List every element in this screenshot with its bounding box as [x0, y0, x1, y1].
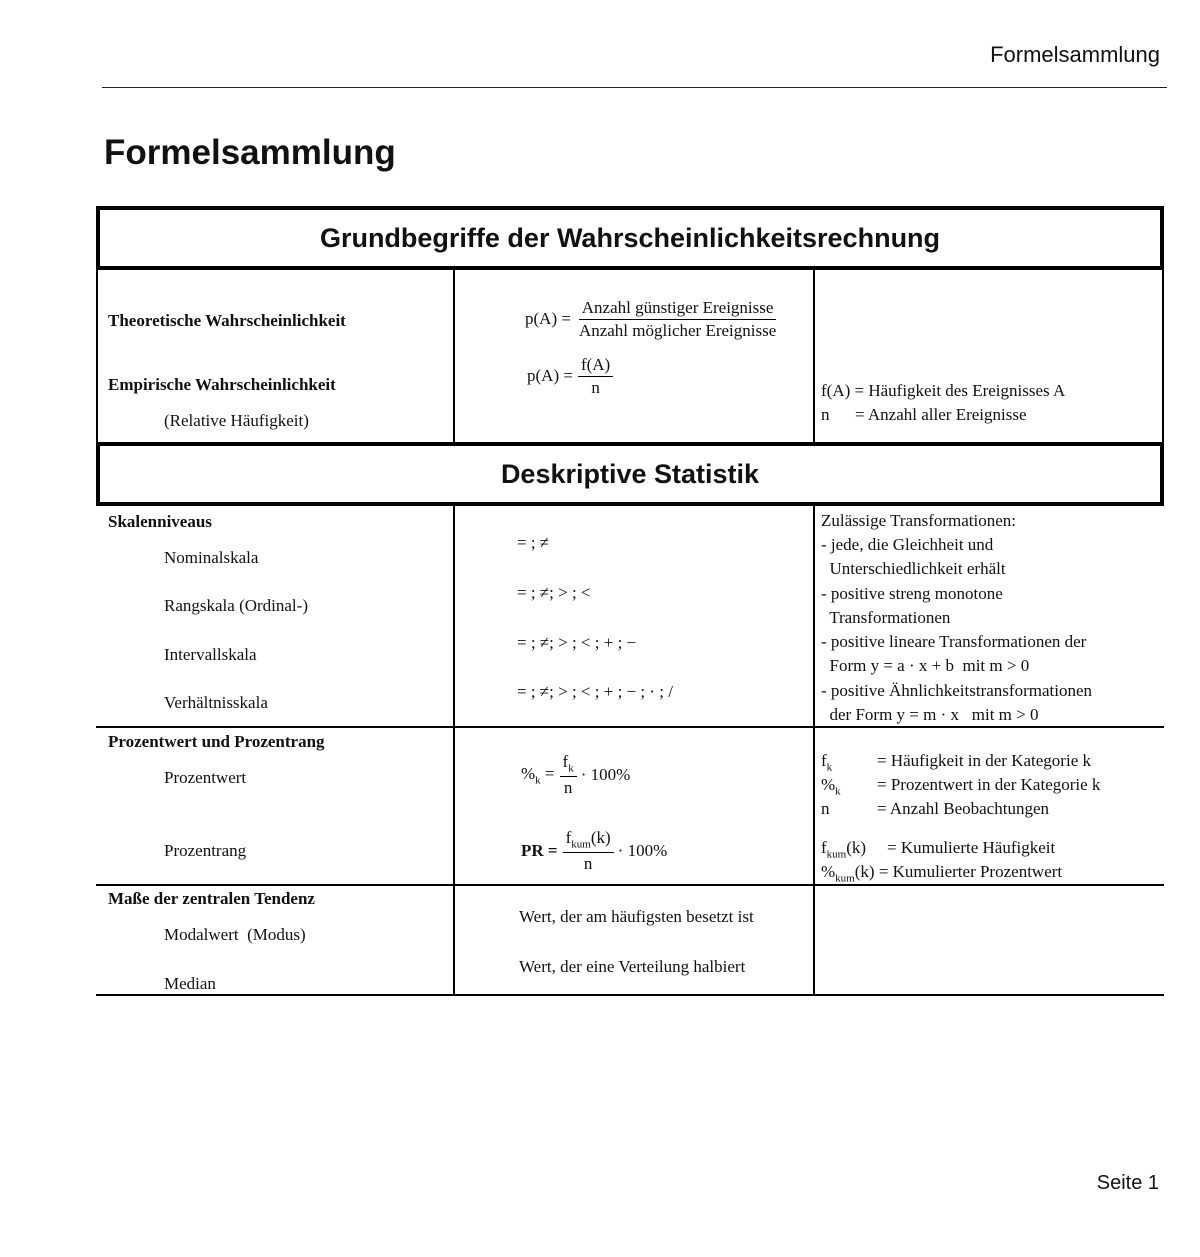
transformation-note: Zulässige Transformationen:	[821, 511, 1017, 530]
transformation-note: - positive lineare Transformationen der	[821, 632, 1087, 651]
transformation-note: - positive streng monotone	[821, 584, 1003, 603]
formula-lhs: p(A) =	[527, 366, 573, 386]
table-border-left	[96, 266, 98, 444]
transformation-note: Transformationen	[821, 608, 951, 627]
fraction	[576, 298, 779, 340]
row-separator	[96, 726, 1164, 728]
label-percent-rank: Prozentrang	[164, 841, 247, 860]
section-banner-descriptive-statistics: Deskriptive Statistik	[96, 442, 1164, 506]
formula-percent-rank	[521, 828, 667, 874]
table-border-right	[1162, 266, 1164, 444]
fraction-denominator: n	[563, 778, 573, 798]
measure-name: Median	[164, 974, 216, 993]
table-divider	[453, 266, 455, 444]
page-title: Formelsammlung	[104, 133, 396, 172]
measure-name: Modalwert (Modus)	[164, 925, 306, 944]
fraction-denominator: Anzahl möglicher Ereignisse	[578, 320, 777, 340]
scale-name: Intervallskala	[164, 645, 257, 664]
fraction-denominator: n	[591, 377, 600, 397]
formula-lhs: $\%_k$ =	[521, 763, 555, 786]
fraction-numerator: f(A)	[578, 355, 613, 377]
fraction-numerator: Anzahl günstiger Ereignisse	[579, 298, 777, 320]
scale-operations: = ; ≠; > ; < ; + ; −	[517, 633, 637, 652]
legend-line: $\%_k$ = Prozentwert in der Kategorie k	[821, 775, 1101, 798]
measure-description: Wert, der eine Verteilung halbiert	[519, 957, 746, 976]
fraction-numerator: $f_k$	[560, 752, 577, 777]
table-divider	[813, 266, 815, 444]
legend-line: $\%_{kum}(k)$ = Kumulierter Prozentwert	[821, 862, 1063, 885]
formula-lhs: PR =	[521, 840, 558, 860]
scale-name: Verhältnisskala	[164, 693, 268, 712]
transformation-note: der Form y = m · x mit m > 0	[821, 705, 1039, 724]
legend-line: $f_k$ = Häufigkeit in der Kategorie k	[821, 751, 1091, 774]
table-bottom-border	[96, 994, 1164, 996]
fraction	[563, 828, 614, 874]
label-theoretical-probability: Theoretische Wahrscheinlichkeit	[108, 311, 346, 330]
transformation-note: Unterschiedlichkeit erhält	[821, 559, 1006, 578]
measure-description: Wert, der am häufigsten besetzt ist	[519, 907, 754, 926]
fraction-numerator: $f_{kum}(k)$	[563, 828, 614, 853]
section-banner-probability: Grundbegriffe der Wahrscheinlichkeitsrechnung	[96, 206, 1164, 270]
label-percent-value: Prozentwert	[164, 768, 247, 787]
formula-lhs: p(A) =	[525, 309, 571, 329]
formula-theoretical-probability	[525, 298, 779, 340]
scale-name: Nominalskala	[164, 548, 259, 567]
label-empirical-probability: Empirische Wahrscheinlichkeit	[108, 375, 336, 394]
heading-scale-levels: Skalenniveaus	[108, 512, 212, 531]
legend-line: n = Anzahl aller Ereignisse	[821, 405, 1027, 424]
transformation-note: Form y = a · x + b mit m > 0	[821, 656, 1030, 675]
scale-operations: = ; ≠	[517, 533, 550, 552]
scale-operations: = ; ≠; > ; < ; + ; − ; · ; /	[517, 682, 673, 701]
fraction-denominator: n	[583, 854, 593, 874]
table-divider	[453, 502, 455, 996]
legend-line: f(A) = Häufigkeit des Ereignisses A	[821, 381, 1066, 400]
running-header: Formelsammlung	[990, 42, 1160, 67]
formula-rhs: · 100%	[617, 840, 668, 860]
formula-percent-value	[521, 752, 630, 798]
transformation-note: - jede, die Gleichheit und	[821, 535, 994, 554]
heading-central-tendency: Maße der zentralen Tendenz	[108, 889, 315, 908]
transformation-note: - positive Ähnlichkeitstransformationen	[821, 681, 1092, 700]
fraction	[578, 355, 613, 397]
page-number: Seite 1	[1096, 1172, 1159, 1194]
scale-name: Rangskala (Ordinal-)	[164, 596, 308, 615]
scale-operations: = ; ≠; > ; <	[517, 583, 591, 602]
table-divider	[813, 502, 815, 996]
label-relative-frequency: (Relative Häufigkeit)	[164, 411, 309, 430]
fraction	[560, 752, 577, 798]
legend-line: $f_{kum}(k)$ = Kumulierte Häufigkeit	[821, 838, 1056, 861]
header-rule	[102, 87, 1167, 88]
formula-empirical-probability	[527, 355, 613, 397]
heading-percent: Prozentwert und Prozentrang	[108, 732, 325, 751]
formula-rhs: · 100%	[580, 764, 631, 784]
legend-line: n = Anzahl Beobachtungen	[821, 799, 1049, 818]
